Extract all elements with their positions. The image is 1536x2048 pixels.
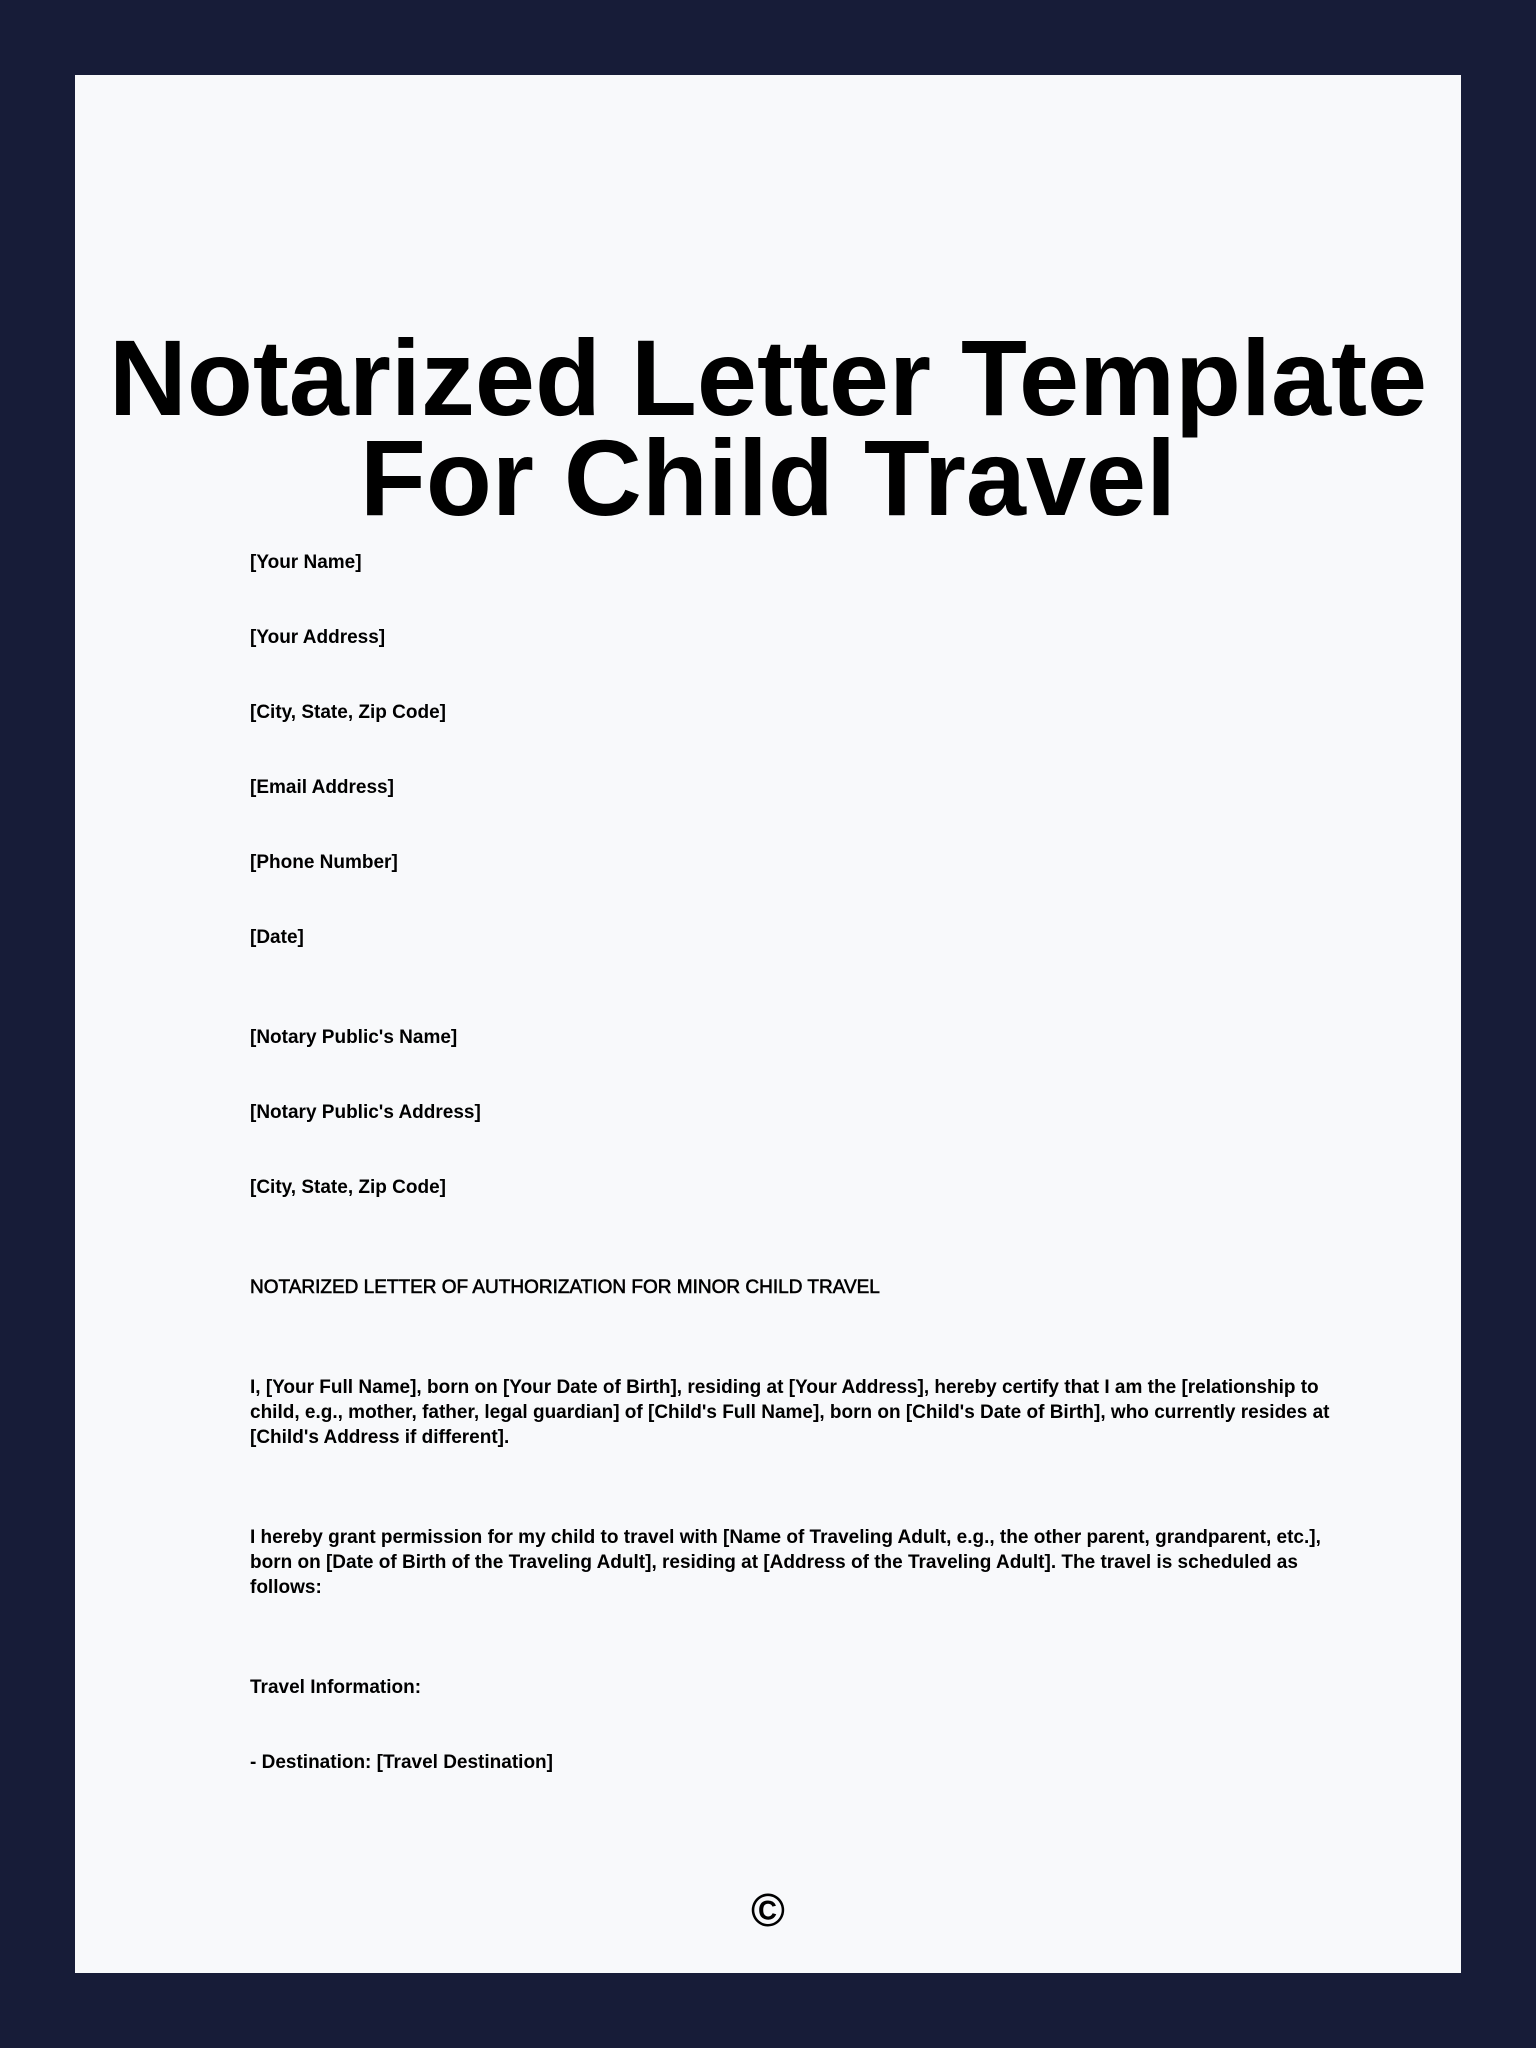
sender-email: [Email Address] — [250, 777, 394, 798]
sender-phone: [Phone Number] — [250, 852, 398, 873]
document-title — [75, 317, 1461, 538]
sender-address: [Your Address] — [250, 627, 386, 648]
travel-destination: - Destination: [Travel Destination] — [250, 1752, 553, 1773]
document-page — [75, 75, 1461, 1973]
recipient-address: [Notary Public's Address] — [250, 1102, 481, 1123]
paragraph-permission: I hereby grant permission for my child to travel with [Name of Traveling Adult, e.g., the other parent, grandparent, etc.], born on [Date of Birth of the Traveling Adult], residing at [Address of the Traveling Adult]. The travel is scheduled as follows: — [250, 1527, 1321, 1598]
sender-city-state-zip: [City, State, Zip Code] — [250, 702, 446, 723]
travel-info-heading: Travel Information: — [250, 1677, 422, 1698]
copyright-icon: © — [751, 1884, 785, 1936]
letter-subject: NOTARIZED LETTER OF AUTHORIZATION FOR MINOR CHILD TRAVEL — [250, 1277, 880, 1298]
paragraph-relationship: I, [Your Full Name], born on [Your Date of Birth], residing at [Your Address], hereby certify that I am the [relationship to child, e.g., mother, father, legal guardian] of [Child's Full Name], born on [Child's Date of Birth], who currently resides at [Child's Address if different]. — [250, 1377, 1330, 1448]
title-line-2: For Child Travel — [359, 417, 1177, 538]
recipient-city-state-zip: [City, State, Zip Code] — [250, 1177, 446, 1198]
recipient-name: [Notary Public's Name] — [250, 1027, 458, 1048]
sender-name: [Your Name] — [250, 552, 362, 573]
letter-date: [Date] — [250, 927, 304, 948]
title-line-1: Notarized Letter Template — [108, 317, 1428, 438]
